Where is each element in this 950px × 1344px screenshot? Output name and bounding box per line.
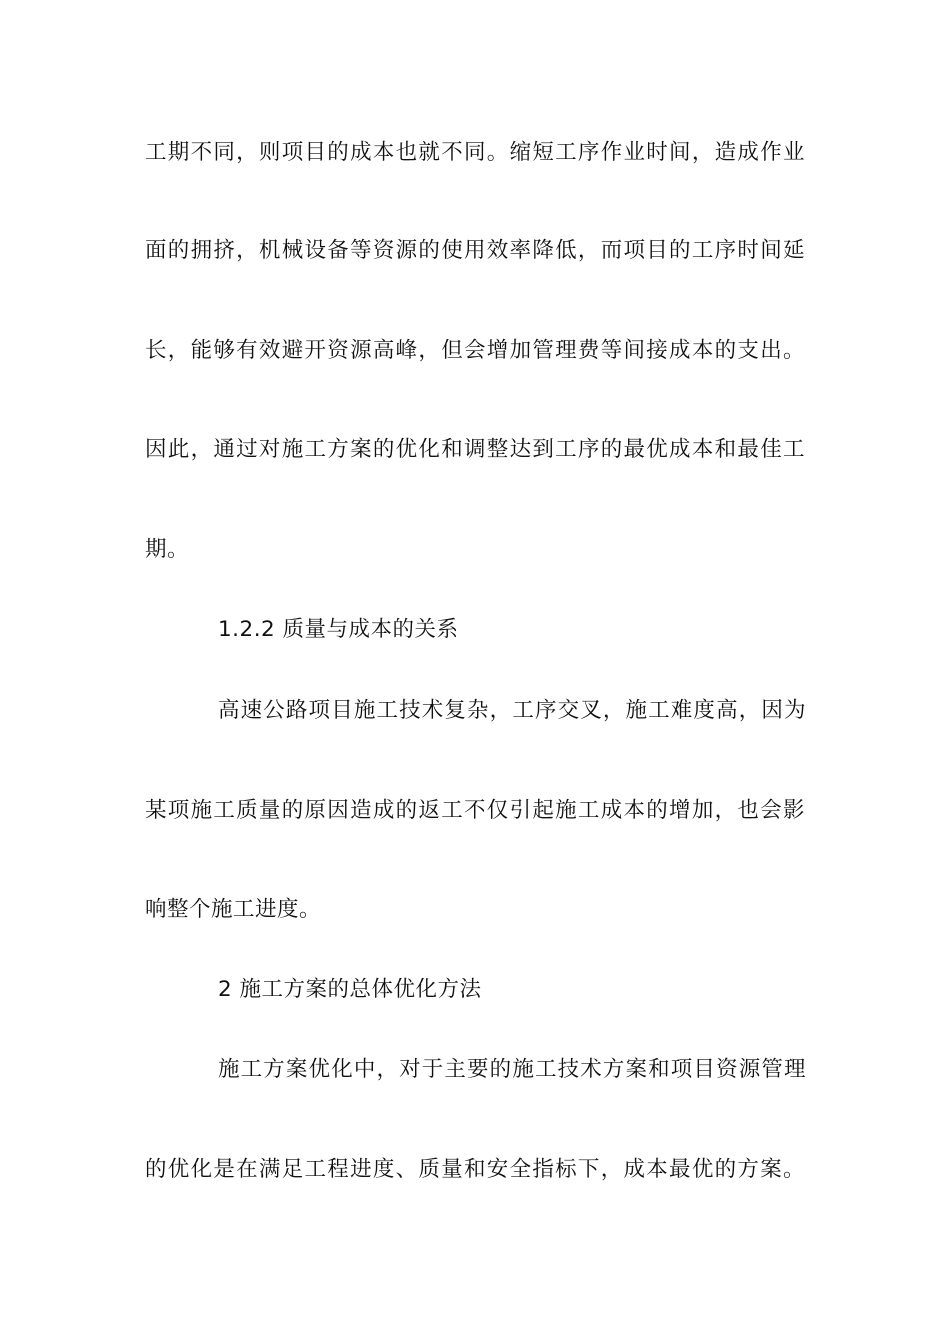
- paragraph-line: 高速公路项目施工技术复杂，工序交叉，施工难度高，因为: [218, 698, 806, 723]
- paragraph-line: 某项施工质量的原因造成的返工不仅引起施工成本的增加，也会影: [145, 798, 805, 823]
- paragraph-line: 响整个施工进度。: [145, 897, 322, 922]
- paragraph-line: 的优化是在满足工程进度、质量和安全指标下，成本最优的方案。: [145, 1157, 805, 1182]
- paragraph-line: 因此，通过对施工方案的优化和调整达到工序的最优成本和最佳工: [145, 437, 805, 462]
- section-heading: 2 施工方案的总体优化方法: [218, 977, 482, 1002]
- paragraph-line: 长，能够有效避开资源高峰，但会增加管理费等间接成本的支出。: [145, 338, 805, 363]
- paragraph-line: 工期不同，则项目的成本也就不同。缩短工序作业时间，造成作业: [145, 140, 805, 165]
- section-heading: 1.2.2 质量与成本的关系: [218, 617, 459, 642]
- paragraph-line: 期。: [145, 537, 190, 562]
- paragraph-line: 面的拥挤，机械设备等资源的使用效率降低，而项目的工序时间延: [145, 238, 805, 263]
- paragraph-line: 施工方案优化中，对于主要的施工技术方案和项目资源管理: [218, 1057, 806, 1082]
